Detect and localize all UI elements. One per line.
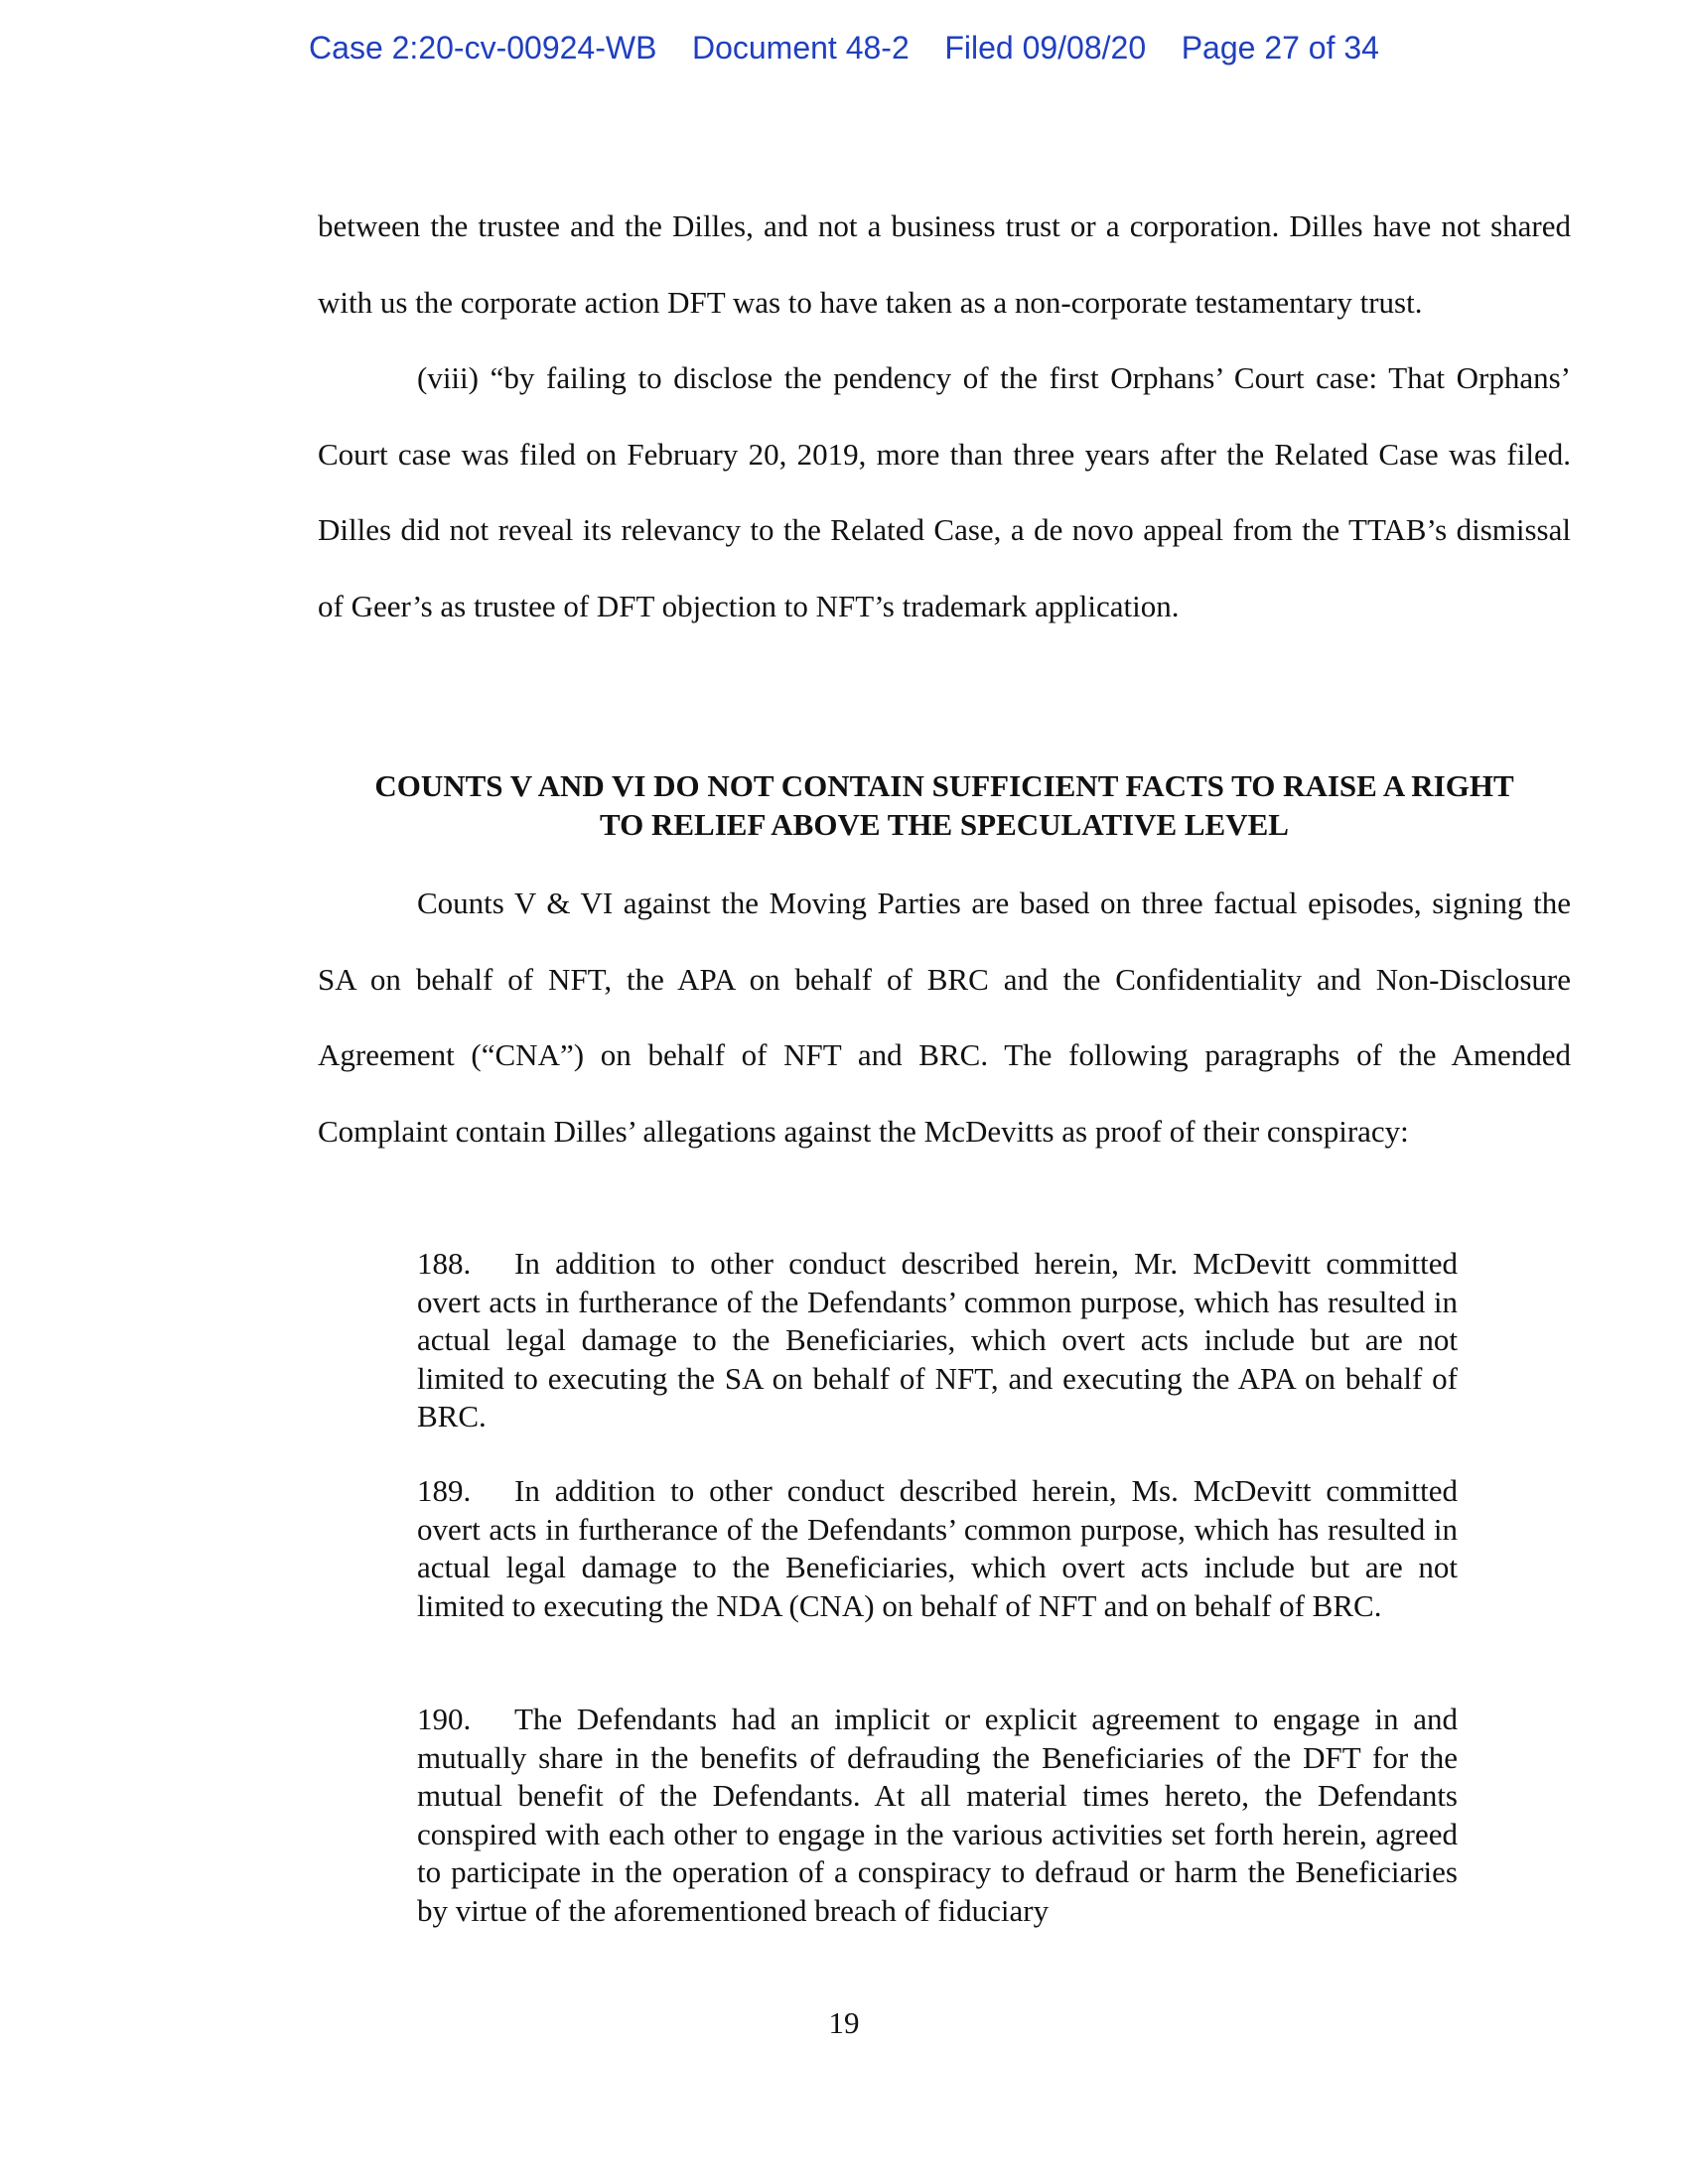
quote-text: In addition to other conduct described herein, Ms. McDevitt committed overt acts in furtherance of the Defendants’ common purpose, which has resulted in actual legal damage to the Beneficiaries, which overt acts include but are not limited to executing the NDA (CNA) on behalf of NFT and on behalf of BRC. bbox=[417, 1473, 1458, 1623]
section-paragraph: Counts V & VI against the Moving Parties are based on three factual episodes, signing the SA on behalf of NFT, the APA on behalf of BRC and the Confidentiality and Non-Disclosure Agreement (“CNA”) on behalf of NFT and BRC. The following paragraphs of the Amended Complaint contain Dilles’ allegations against the McDevitts as proof of their conspiracy: bbox=[318, 886, 1571, 1149]
quote-text: The Defendants had an implicit or explicit agreement to engage in and mutually share in the benefits of defrauding the Beneficiaries of the DFT for the mutual benefit of the Defendants. At all material times hereto, the Defendants conspired with each other to engage in the various activities set forth herein, agreed to participate in the operation of a conspiracy to defraud or harm the Beneficiaries by virtue of the aforementioned breach of fiduciary bbox=[417, 1702, 1458, 1928]
page-number: 19 bbox=[828, 2005, 860, 2040]
intro-paragraph-viii: (viii) “by failing to disclose the pendency of the first Orphans’ Court case: That Orphans’ Court case was filed on February 20, 2019, more than three years after the Related Case was filed. Dilles did not reveal its relevancy to the Related Case, a de novo appeal from the TTAB’s dismissal of Geer’s as trustee of DFT objection to NFT’s trademark application. bbox=[318, 360, 1571, 623]
quote-number: 189. bbox=[417, 1473, 472, 1508]
intro-paragraph-continuation: between the trustee and the Dilles, and not a business trust or a corporation. Dilles have not shared with us the corporate action DFT was to have taken as a non-corporate testamentary trust. bbox=[318, 208, 1571, 320]
block-quote-188 bbox=[417, 1245, 1458, 1436]
section-heading-line-1: COUNTS V AND VI DO NOT CONTAIN SUFFICIENT FACTS TO RAISE A RIGHT bbox=[374, 768, 1514, 803]
section-heading-line-2: TO RELIEF ABOVE THE SPECULATIVE LEVEL bbox=[600, 807, 1289, 842]
section-body bbox=[318, 866, 1571, 1169]
quote-text: In addition to other conduct described herein, Mr. McDevitt committed overt acts in furtherance of the Defendants’ common purpose, which has resulted in actual legal damage to the Beneficiaries, which overt acts include but are not limited to executing the SA on behalf of NFT, and executing the APA on behalf of BRC. bbox=[417, 1246, 1458, 1433]
intro-text bbox=[318, 189, 1571, 644]
section-heading bbox=[318, 766, 1571, 844]
block-quote-190 bbox=[417, 1701, 1458, 1930]
quote-number: 188. bbox=[417, 1246, 472, 1281]
case-header: Case 2:20-cv-00924-WB Document 48-2 Filed 09/08/20 Page 27 of 34 bbox=[309, 30, 1379, 66]
quote-number: 190. bbox=[417, 1702, 472, 1736]
block-quote-189 bbox=[417, 1472, 1458, 1625]
